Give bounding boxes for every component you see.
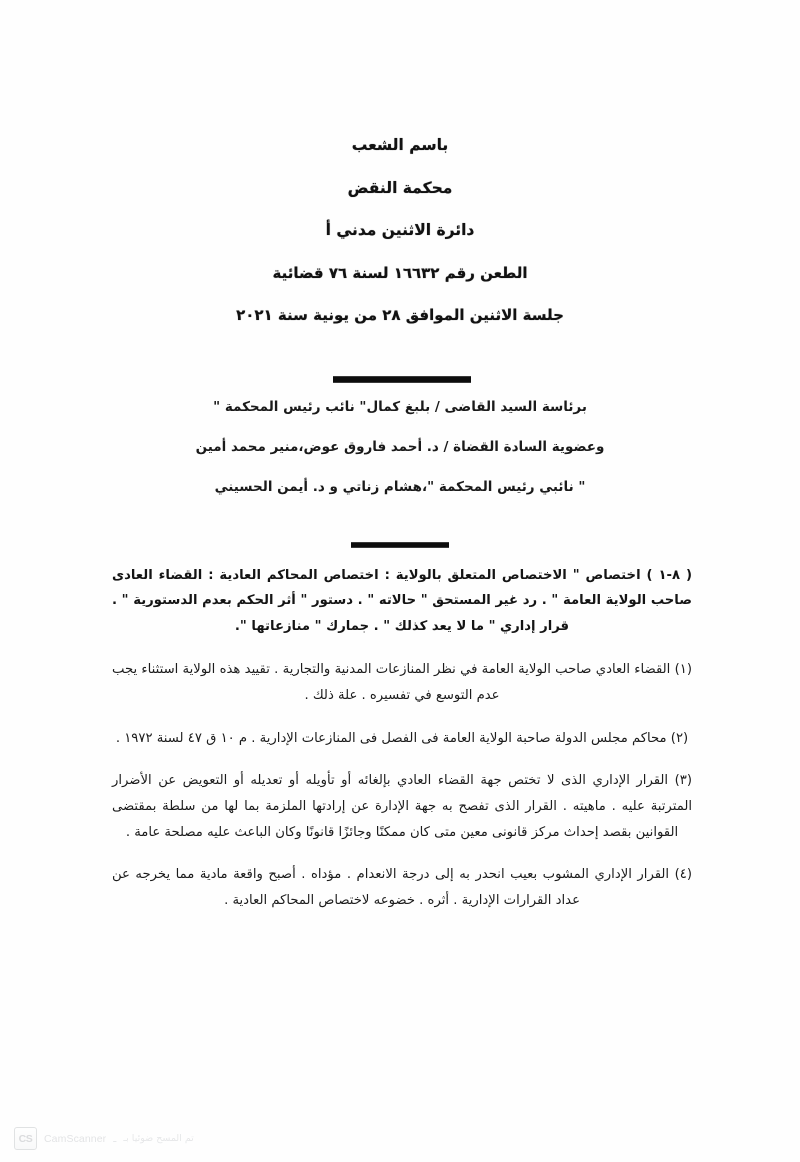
camscanner-separator: ـ bbox=[113, 1132, 117, 1145]
divider-rule-top bbox=[333, 376, 471, 383]
camscanner-brand-label: CamScanner bbox=[44, 1132, 107, 1145]
paragraph-3: (٣) القرار الإداري الذى لا تختص جهة القضاء العادي بإلغائه أو تأويله أو تعديله أو التعويض عن الأضرار المترتبة عليه . ماهيته . القرار الذى تفصح به جهة الإدارة عن إرادتها الملزمة بما لها من سلطة بمقتضى القوانين بقصد إحداث مركز قانونى معين متى كان ممكنًا وجائزًا قانونًا وكان الباعث عليه مصلحة عامة . bbox=[112, 773, 692, 840]
document-body bbox=[112, 563, 692, 931]
paragraph-2: (٢) محاكم مجلس الدولة صاحبة الولاية العامة فى الفصل فى المنازعات الإدارية . م ١٠ ق ٤٧ لسنة ١٩٧٢ . bbox=[115, 730, 689, 746]
header-line-session-date: جلسة الاثنين الموافق ٢٨ من يونية سنة ٢٠٢١ bbox=[236, 305, 564, 324]
paragraph-1: (١) القضاء العادي صاحب الولاية العامة في نظر المنازعات المدنية والتجارية . تقييد هذه الولاية استثناء يجب عدم التوسع في تفسيره . علة ذلك . bbox=[112, 662, 692, 703]
header-line-in-name-of-people: باسم الشعب bbox=[351, 136, 449, 154]
camscanner-arabic-label: تم المسح ضوئيا بـ bbox=[123, 1133, 194, 1144]
paragraph-4: (٤) القرار الإداري المشوب بعيب انحدر به إلى درجة الانعدام . مؤداه . أصبح واقعة مادية مما يخرجه عن عداد القرارات الإدارية . أثره . خضوعه لاختصاص المحاكم العادية . bbox=[112, 867, 692, 909]
principle-heading: ( ٨-١ ) اختصاص " الاختصاص المتعلق بالولاية : اختصاص المحاكم العادية : القضاء العادى صاحب الولاية العامة " . رد غير المستحق " حالاته " . دستور " أثر الحكم بعدم الدستورية " . قرار إداري " ما لا يعد كذلك " . جمارك " منازعاتها ". bbox=[112, 568, 692, 634]
panel-line-presiding-judge: برئاسة السيد القاضى / بلبغ كمال" نائب رئيس المحكمة " bbox=[213, 399, 587, 415]
panel-line-member-judges: وعضوية السادة القضاة / د. أحمد فاروق عوض،منير محمد أمين bbox=[195, 439, 605, 456]
document-header bbox=[0, 136, 800, 348]
header-line-appeal-number: الطعن رقم ١٦٦٣٢ لسنة ٧٦ قضائية bbox=[272, 263, 528, 282]
header-line-court-name: محكمة النقض bbox=[347, 178, 453, 197]
judges-panel bbox=[100, 398, 700, 519]
camscanner-logo-icon: CS bbox=[14, 1127, 37, 1150]
divider-rule-bottom bbox=[351, 542, 449, 548]
panel-line-deputy-presidents: " نائبي رئيس المحكمة "،هشام زناتي و د. أيمن الحسيني bbox=[214, 479, 586, 496]
header-line-chamber: دائرة الاثنين مدني أ bbox=[325, 221, 475, 240]
camscanner-watermark bbox=[14, 1127, 194, 1150]
